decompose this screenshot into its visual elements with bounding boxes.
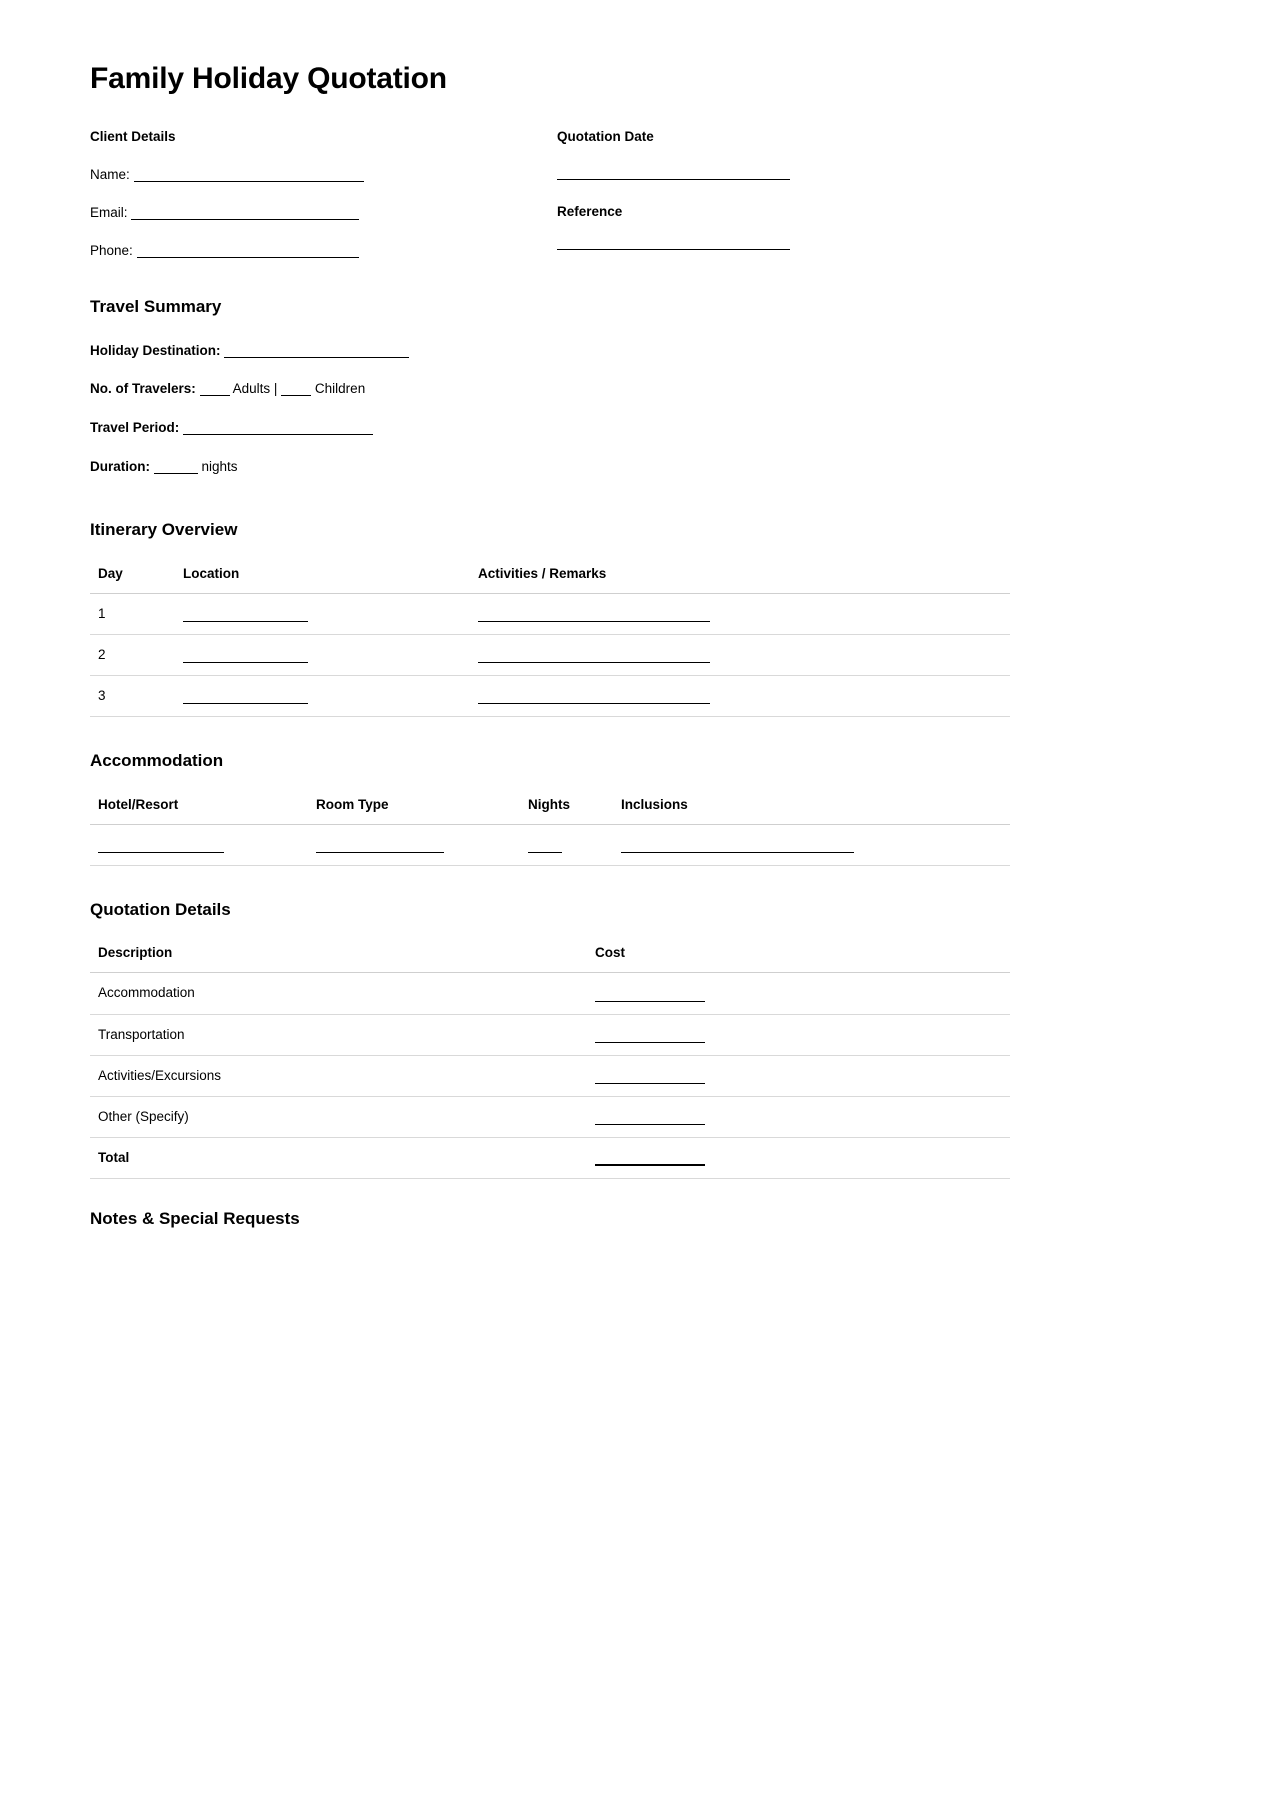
itinerary-activities-cell: [470, 675, 1010, 716]
table-row: [90, 1097, 1010, 1138]
holiday-destination-row: [90, 343, 1010, 360]
table-row: [90, 634, 1010, 675]
itinerary-location-input-line[interactable]: [183, 651, 308, 663]
holiday-destination-label: Holiday Destination:: [90, 342, 221, 358]
quotation-total-input-line[interactable]: [595, 1153, 705, 1166]
table-row: [90, 593, 1010, 634]
email-input-line[interactable]: [131, 219, 359, 220]
table-row: [90, 824, 1010, 865]
itinerary-col-day: Day: [90, 566, 175, 594]
itinerary-day-value: 2: [90, 634, 175, 675]
itinerary-activities-input-line[interactable]: [478, 610, 710, 622]
table-row: [90, 675, 1010, 716]
itinerary-activities-cell: [470, 634, 1010, 675]
table-row: [90, 973, 1010, 1014]
quotation-details-table: [90, 945, 1010, 1179]
quotation-description-other: Other (Specify): [90, 1097, 587, 1138]
quotation-col-description: Description: [90, 945, 587, 973]
quotation-cost-cell: [587, 1097, 1010, 1138]
holiday-destination-input-line[interactable]: [224, 357, 409, 358]
quotation-date-heading: Quotation Date: [557, 129, 654, 144]
itinerary-location-input-line[interactable]: [183, 610, 308, 622]
phone-field-row: [90, 243, 530, 260]
phone-input-line[interactable]: [137, 257, 359, 258]
itinerary-table: [90, 566, 1010, 718]
accommodation-col-inclusions: Inclusions: [613, 797, 1010, 825]
table-row: [90, 1055, 1010, 1096]
travelers-separator: |: [273, 381, 278, 397]
quotation-header-row: [90, 945, 1010, 973]
quotation-meta-column: [557, 129, 997, 250]
reference-input-line[interactable]: [557, 249, 790, 250]
children-suffix: Children: [314, 381, 366, 397]
travelers-label: No. of Travelers:: [90, 381, 196, 397]
travelers-row: [90, 381, 1010, 398]
accommodation-room-cell: [308, 824, 520, 865]
itinerary-heading: Itinerary Overview: [90, 520, 238, 540]
quotation-date-input-line[interactable]: [557, 179, 790, 180]
adults-input-line[interactable]: [200, 395, 230, 396]
table-row: [90, 1014, 1010, 1055]
itinerary-activities-cell: [470, 593, 1010, 634]
accommodation-col-hotel: Hotel/Resort: [90, 797, 308, 825]
itinerary-location-cell: [175, 675, 470, 716]
spacer: [90, 1179, 1010, 1209]
name-label: Name:: [90, 167, 130, 183]
duration-row: [90, 459, 1010, 476]
table-row-total: [90, 1138, 1010, 1179]
document-content: [90, 62, 1010, 1229]
travel-period-row: [90, 420, 1010, 437]
itinerary-activities-input-line[interactable]: [478, 651, 710, 663]
accommodation-table: [90, 797, 1010, 866]
email-label: Email:: [90, 205, 128, 221]
itinerary-location-cell: [175, 593, 470, 634]
quotation-description-total: Total: [90, 1138, 587, 1179]
spacer: [90, 498, 1010, 520]
itinerary-col-location: Location: [175, 566, 470, 594]
quotation-description-transportation: Transportation: [90, 1014, 587, 1055]
travel-period-label: Travel Period:: [90, 420, 180, 436]
itinerary-location-cell: [175, 634, 470, 675]
duration-label: Duration:: [90, 459, 150, 475]
itinerary-location-input-line[interactable]: [183, 692, 308, 704]
accommodation-hotel-input-line[interactable]: [98, 841, 224, 853]
quotation-total-cost-cell: [587, 1138, 1010, 1179]
quotation-cost-cell: [587, 1055, 1010, 1096]
quotation-cost-input-line[interactable]: [595, 1113, 705, 1125]
accommodation-room-input-line[interactable]: [316, 841, 444, 853]
itinerary-col-activities: Activities / Remarks: [470, 566, 1010, 594]
quotation-cost-input-line[interactable]: [595, 1031, 705, 1043]
travel-period-input-line[interactable]: [183, 434, 373, 435]
itinerary-activities-input-line[interactable]: [478, 692, 710, 704]
itinerary-header-row: [90, 566, 1010, 594]
email-field-row: [90, 205, 530, 222]
client-details-heading: Client Details: [90, 129, 176, 144]
quotation-description-accommodation: Accommodation: [90, 973, 587, 1014]
travel-summary-heading: Travel Summary: [90, 297, 222, 316]
phone-label: Phone:: [90, 242, 133, 258]
quotation-details-heading: Quotation Details: [90, 899, 231, 919]
accommodation-col-room-type: Room Type: [308, 797, 520, 825]
quotation-cost-input-line[interactable]: [595, 1072, 705, 1084]
accommodation-inclusions-input-line[interactable]: [621, 841, 854, 853]
quotation-description-activities: Activities/Excursions: [90, 1055, 587, 1096]
name-field-row: [90, 167, 530, 184]
accommodation-nights-input-line[interactable]: [528, 841, 562, 853]
client-details-section: [90, 129, 1010, 261]
notes-heading: Notes & Special Requests: [90, 1209, 300, 1229]
itinerary-day-value: 1: [90, 593, 175, 634]
spacer: [90, 717, 1010, 751]
quotation-col-cost: Cost: [587, 945, 1010, 973]
spacer: [90, 866, 1010, 900]
page-title: Family Holiday Quotation: [90, 62, 447, 95]
quotation-cost-cell: [587, 973, 1010, 1014]
itinerary-day-value: 3: [90, 675, 175, 716]
duration-suffix: nights: [201, 459, 238, 475]
accommodation-col-nights: Nights: [520, 797, 613, 825]
duration-input-line[interactable]: [154, 473, 198, 474]
accommodation-heading: Accommodation: [90, 751, 224, 771]
quotation-cost-cell: [587, 1014, 1010, 1055]
accommodation-hotel-cell: [90, 824, 308, 865]
reference-heading: Reference: [557, 204, 623, 220]
adults-suffix: Adults: [232, 381, 271, 397]
accommodation-inclusions-cell: [613, 824, 1010, 865]
children-input-line[interactable]: [281, 395, 311, 396]
client-details-column: [90, 129, 530, 281]
name-input-line[interactable]: [134, 181, 364, 182]
accommodation-header-row: [90, 797, 1010, 825]
quotation-cost-input-line[interactable]: [595, 990, 705, 1002]
accommodation-nights-cell: [520, 824, 613, 865]
